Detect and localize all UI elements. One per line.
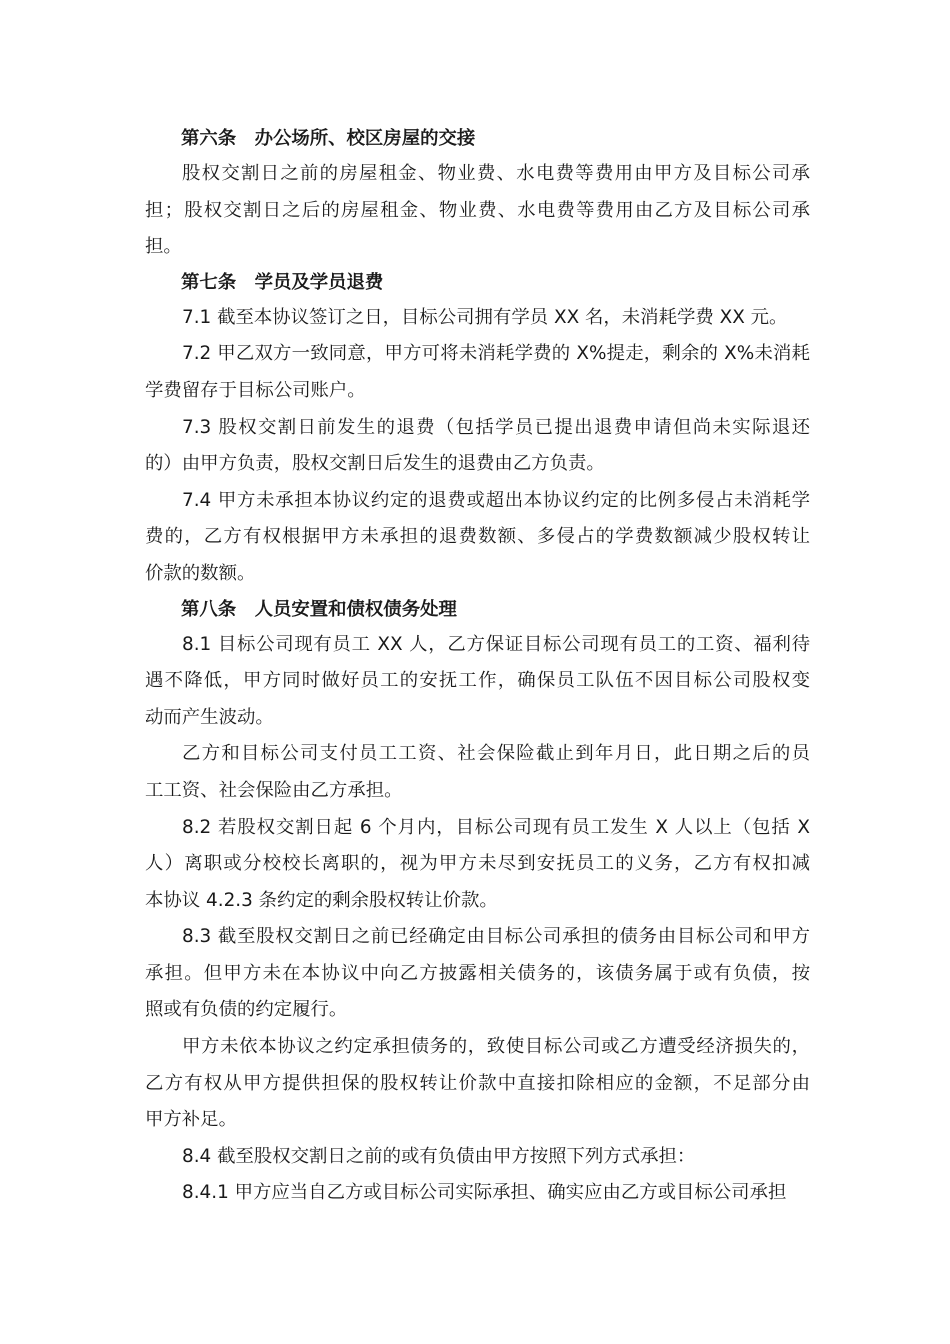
paragraph: [145, 410, 810, 483]
paragraph-line: 工工资、社会保险由乙方承担。: [145, 779, 403, 801]
paragraph-line: 7.1 截至本协议签订之日，目标公司拥有学员 XX 名，未消耗学费 XX 元。: [182, 306, 788, 328]
paragraph-line: 乙方有权从甲方提供担保的股权转让价款中直接扣除相应的金额，不足部分由: [145, 1072, 810, 1094]
paragraph-line: 7.4 甲方未承担本协议约定的退费或超出本协议约定的比例多侵占未消耗学: [182, 489, 810, 511]
paragraph-line: 8.3 截至股权交割日之前已经确定由目标公司承担的债务由目标公司和甲方: [182, 926, 810, 948]
article-heading: 第七条 学员及学员退费: [181, 271, 384, 293]
paragraph-line: 照或有负债的约定履行。: [145, 999, 348, 1021]
paragraph-line: 乙方和目标公司支付员工工资、社会保险截止到年月日，此日期之后的员: [182, 743, 810, 765]
paragraph: [145, 1175, 810, 1212]
paragraph-line: 8.1 目标公司现有员工 XX 人，乙方保证目标公司现有员工的工资、福利待: [182, 633, 810, 655]
paragraph-line: 担。: [145, 236, 182, 258]
paragraph-line: 7.3 股权交割日前发生的退费（包括学员已提出退费申请但尚未实际退还: [182, 416, 810, 438]
paragraph: [145, 483, 810, 593]
document-body: [145, 122, 810, 1212]
paragraph: [145, 1139, 810, 1176]
paragraph: [145, 1029, 810, 1139]
paragraph: [145, 627, 810, 737]
paragraph-line: 甲方补足。: [145, 1109, 237, 1131]
paragraph-line: 动而产生波动。: [145, 706, 274, 728]
paragraph: [145, 156, 810, 266]
paragraph: [145, 810, 810, 920]
paragraph-line: 8.4 截至股权交割日之前的或有负债由甲方按照下列方式承担：: [182, 1145, 696, 1167]
paragraph-line: 费的，乙方有权根据甲方未承担的退费数额、多侵占的学费数额减少股权转让: [145, 526, 810, 548]
paragraph-line: 7.2 甲乙双方一致同意，甲方可将未消耗学费的 X%提走，剩余的 X%未消耗: [182, 343, 810, 365]
paragraph: [145, 736, 810, 809]
paragraph-line: 担；股权交割日之后的房屋租金、物业费、水电费等费用由乙方及目标公司承: [145, 199, 810, 221]
article-heading: 第八条 人员安置和债权债务处理: [181, 598, 457, 620]
paragraph-line: 遇不降低，甲方同时做好员工的安抚工作，确保员工队伍不因目标公司股权变: [145, 670, 810, 692]
paragraph-line: 价款的数额。: [145, 562, 256, 584]
paragraph-line: 股权交割日之前的房屋租金、物业费、水电费等费用由甲方及目标公司承: [182, 163, 810, 184]
paragraph: [145, 336, 810, 409]
paragraph-line: 学费留存于目标公司账户。: [145, 379, 366, 401]
paragraph-line: 8.4.1 甲方应当自乙方或目标公司实际承担、确实应由乙方或目标公司承担: [182, 1182, 787, 1204]
paragraph-line: 8.2 若股权交割日起 6 个月内，目标公司现有员工发生 X 人以上（包括 X: [182, 816, 810, 838]
paragraph-line: 甲方未依本协议之约定承担债务的，致使目标公司或乙方遭受经济损失的，: [182, 1036, 810, 1058]
paragraph-line: 人）离职或分校校长离职的，视为甲方未尽到安抚员工的义务，乙方有权扣减: [145, 853, 810, 875]
paragraph: [145, 919, 810, 1029]
paragraph-line: 承担。但甲方未在本协议中向乙方披露相关债务的，该债务属于或有负债，按: [145, 962, 810, 984]
paragraph: [145, 300, 810, 337]
paragraph-line: 本协议 4.2.3 条约定的剩余股权转让价款。: [145, 889, 498, 911]
paragraph-line: 的）由甲方负责，股权交割日后发生的退费由乙方负责。: [145, 453, 605, 475]
article-heading: 第六条 办公场所、校区房屋的交接: [181, 128, 476, 149]
